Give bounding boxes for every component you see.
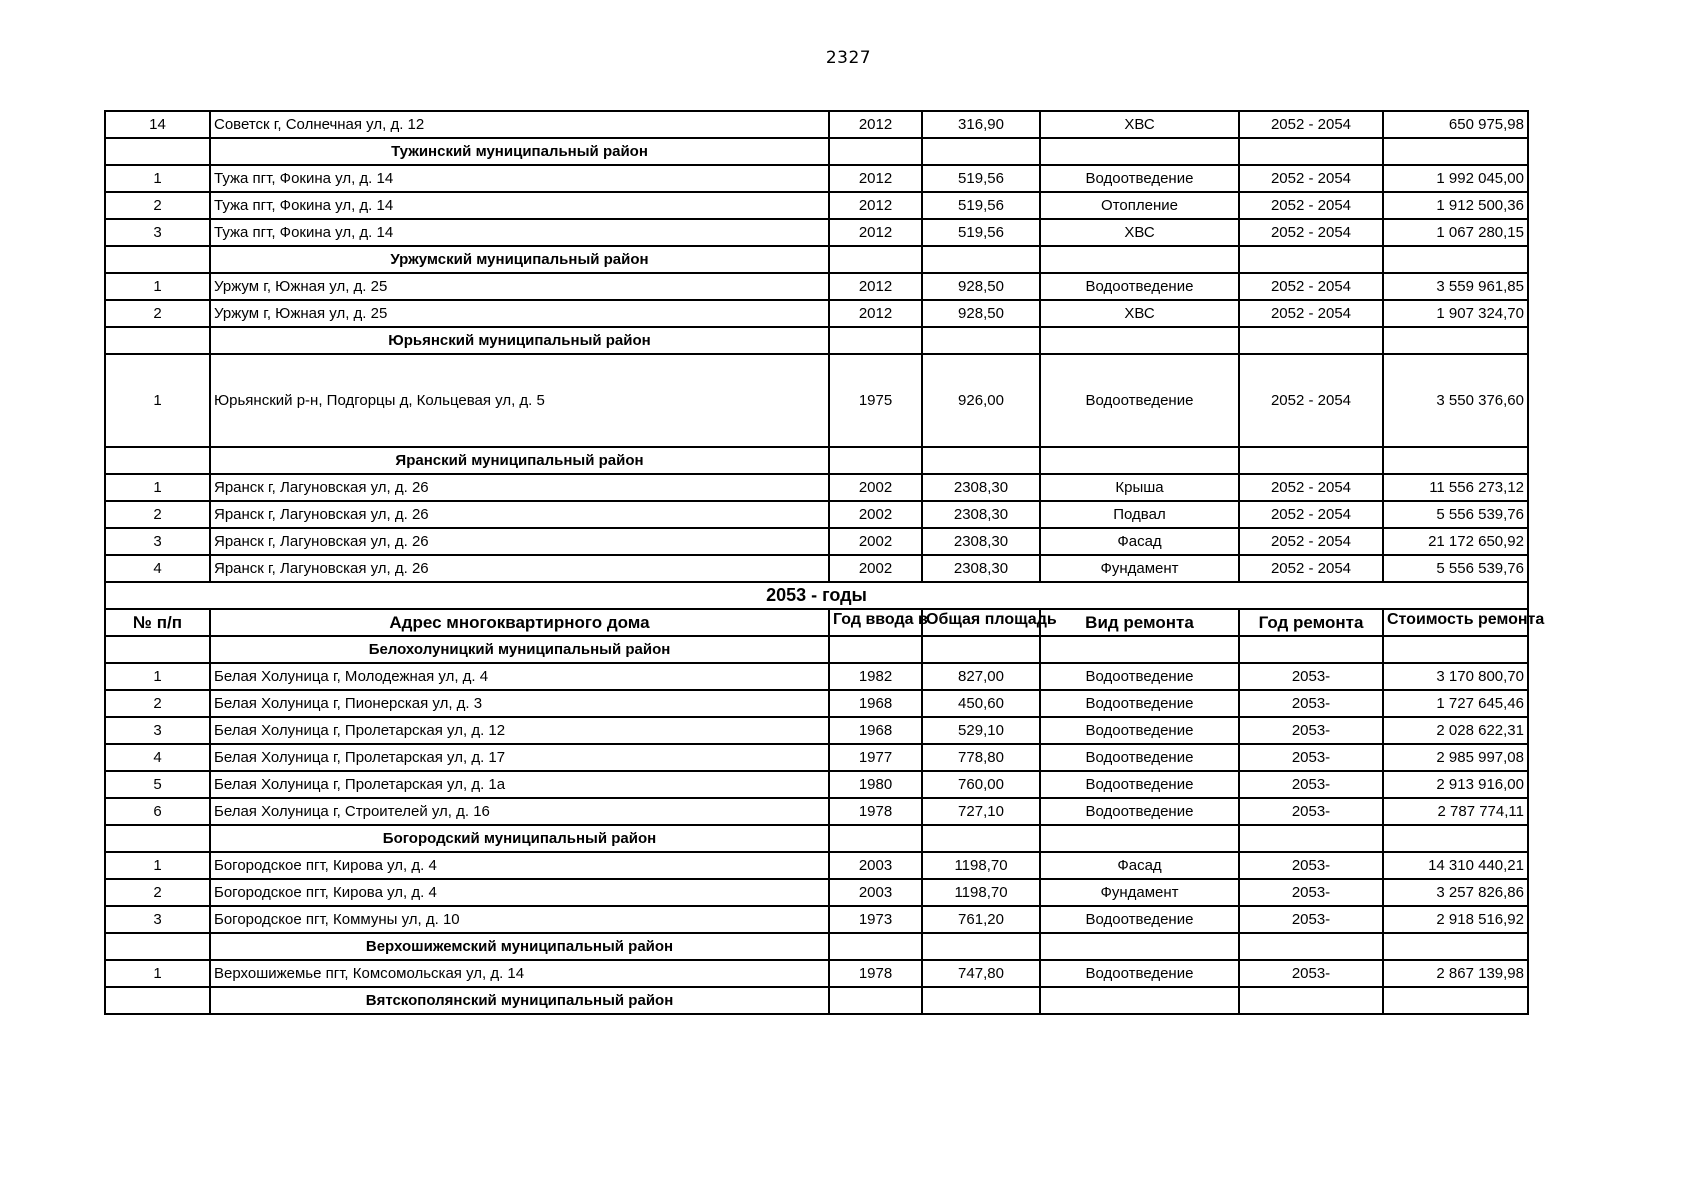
row-number: 2	[105, 192, 210, 219]
empty-cell	[1239, 636, 1383, 663]
cost-cell: 21 172 650,92	[1383, 528, 1528, 555]
repair-period-cell: 2053-	[1239, 960, 1383, 987]
cost-cell: 3 170 800,70	[1383, 663, 1528, 690]
repair-period-cell: 2052 - 2054	[1239, 273, 1383, 300]
empty-cell	[1239, 447, 1383, 474]
address-cell: Тужа пгт, Фокина ул, д. 14	[210, 219, 829, 246]
area-cell: 827,00	[922, 663, 1040, 690]
repair-type-cell: Фасад	[1040, 528, 1239, 555]
year-built-cell: 2002	[829, 474, 922, 501]
page-number: 2327	[825, 48, 872, 68]
row-number: 4	[105, 555, 210, 582]
district-name: Богородский муниципальный район	[210, 825, 829, 852]
year-built-cell: 2012	[829, 219, 922, 246]
year-built-cell: 1977	[829, 744, 922, 771]
repair-period-cell: 2053-	[1239, 852, 1383, 879]
repair-period-cell: 2052 - 2054	[1239, 474, 1383, 501]
district-name: Верхошижемский муниципальный район	[210, 933, 829, 960]
table-row	[105, 744, 1528, 771]
area-cell: 2308,30	[922, 501, 1040, 528]
district-row	[105, 825, 1528, 852]
empty-cell	[1383, 327, 1528, 354]
year-built-cell: 1982	[829, 663, 922, 690]
district-name: Вятскополянский муниципальный район	[210, 987, 829, 1014]
header-repair-year: Год ремонта	[1239, 609, 1383, 636]
repair-type-cell: Отопление	[1040, 192, 1239, 219]
empty-cell	[922, 933, 1040, 960]
repair-period-cell: 2053-	[1239, 717, 1383, 744]
repair-type-cell: Фундамент	[1040, 879, 1239, 906]
year-built-cell: 2012	[829, 165, 922, 192]
year-built-cell: 2002	[829, 528, 922, 555]
repair-type-cell: Фасад	[1040, 852, 1239, 879]
address-cell: Белая Холуница г, Пионерская ул, д. 3	[210, 690, 829, 717]
repair-type-cell: ХВС	[1040, 219, 1239, 246]
empty-cell	[922, 138, 1040, 165]
repair-type-cell: Водоотведение	[1040, 273, 1239, 300]
cost-cell: 1 907 324,70	[1383, 300, 1528, 327]
district-row	[105, 987, 1528, 1014]
empty-cell	[1383, 138, 1528, 165]
empty-cell	[922, 987, 1040, 1014]
area-cell: 747,80	[922, 960, 1040, 987]
repair-type-cell: Водоотведение	[1040, 960, 1239, 987]
repair-type-cell: Водоотведение	[1040, 798, 1239, 825]
address-cell: Юрьянский р-н, Подгорцы д, Кольцевая ул, д. 5	[210, 354, 829, 447]
cost-cell: 1 992 045,00	[1383, 165, 1528, 192]
district-name: Уржумский муниципальный район	[210, 246, 829, 273]
area-cell: 926,00	[922, 354, 1040, 447]
repair-period-cell: 2053-	[1239, 690, 1383, 717]
header-area-text: Общая площадь	[926, 611, 1057, 628]
row-number: 5	[105, 771, 210, 798]
district-row	[105, 447, 1528, 474]
area-cell: 778,80	[922, 744, 1040, 771]
empty-cell	[1239, 825, 1383, 852]
cost-cell: 2 028 622,31	[1383, 717, 1528, 744]
repair-type-cell: Фундамент	[1040, 555, 1239, 582]
repair-period-cell: 2052 - 2054	[1239, 501, 1383, 528]
year-built-cell: 1978	[829, 960, 922, 987]
empty-cell	[1383, 987, 1528, 1014]
area-cell: 928,50	[922, 300, 1040, 327]
table-row	[105, 273, 1528, 300]
cost-cell: 5 556 539,76	[1383, 501, 1528, 528]
empty-cell	[1383, 933, 1528, 960]
cost-cell: 2 985 997,08	[1383, 744, 1528, 771]
year-built-cell: 1968	[829, 717, 922, 744]
cost-cell: 3 559 961,85	[1383, 273, 1528, 300]
table-row	[105, 690, 1528, 717]
empty-cell	[1040, 246, 1239, 273]
header-address: Адрес многоквартирного дома	[210, 609, 829, 636]
repair-period-cell: 2052 - 2054	[1239, 192, 1383, 219]
address-cell: Богородское пгт, Коммуны ул, д. 10	[210, 906, 829, 933]
repair-schedule-table	[104, 110, 1545, 1015]
repair-type-cell: Водоотведение	[1040, 744, 1239, 771]
table-row	[105, 474, 1528, 501]
repair-type-cell: Подвал	[1040, 501, 1239, 528]
empty-cell	[105, 138, 210, 165]
empty-cell	[922, 246, 1040, 273]
address-cell: Белая Холуница г, Пролетарская ул, д. 12	[210, 717, 829, 744]
address-cell: Яранск г, Лагуновская ул, д. 26	[210, 474, 829, 501]
address-cell: Яранск г, Лагуновская ул, д. 26	[210, 501, 829, 528]
row-number: 2	[105, 879, 210, 906]
section-title: 2053 - годы	[105, 582, 1528, 609]
table-row	[105, 219, 1528, 246]
empty-cell	[922, 447, 1040, 474]
address-cell: Советск г, Солнечная ул, д. 12	[210, 111, 829, 138]
district-name: Юрьянский муниципальный район	[210, 327, 829, 354]
header-year-built	[829, 609, 928, 636]
empty-cell	[829, 246, 922, 273]
repair-period-cell: 2053-	[1239, 879, 1383, 906]
repair-type-cell: Крыша	[1040, 474, 1239, 501]
district-name: Тужинский муниципальный район	[210, 138, 829, 165]
year-built-cell: 2003	[829, 879, 922, 906]
row-number: 1	[105, 474, 210, 501]
table-row	[105, 555, 1528, 582]
header-cost	[1383, 609, 1545, 636]
cost-cell: 3 550 376,60	[1383, 354, 1528, 447]
area-cell: 760,00	[922, 771, 1040, 798]
address-cell: Уржум г, Южная ул, д. 25	[210, 273, 829, 300]
year-built-cell: 2003	[829, 852, 922, 879]
address-cell: Белая Холуница г, Пролетарская ул, д. 17	[210, 744, 829, 771]
address-cell: Яранск г, Лагуновская ул, д. 26	[210, 555, 829, 582]
area-cell: 1198,70	[922, 852, 1040, 879]
cost-cell: 650 975,98	[1383, 111, 1528, 138]
empty-cell	[1040, 138, 1239, 165]
year-built-cell: 1975	[829, 354, 922, 447]
year-built-cell: 1973	[829, 906, 922, 933]
empty-cell	[829, 447, 922, 474]
empty-cell	[1239, 933, 1383, 960]
row-number: 14	[105, 111, 210, 138]
year-built-cell: 2012	[829, 300, 922, 327]
repair-period-cell: 2053-	[1239, 798, 1383, 825]
area-cell: 529,10	[922, 717, 1040, 744]
repair-period-cell: 2052 - 2054	[1239, 354, 1383, 447]
address-cell: Тужа пгт, Фокина ул, д. 14	[210, 165, 829, 192]
empty-cell	[1239, 327, 1383, 354]
row-number: 1	[105, 273, 210, 300]
address-cell: Яранск г, Лагуновская ул, д. 26	[210, 528, 829, 555]
table-row	[105, 192, 1528, 219]
district-row	[105, 327, 1528, 354]
empty-cell	[829, 825, 922, 852]
repair-type-cell: Водоотведение	[1040, 771, 1239, 798]
area-cell: 761,20	[922, 906, 1040, 933]
year-built-cell: 2002	[829, 501, 922, 528]
district-row	[105, 933, 1528, 960]
repair-type-cell: Водоотведение	[1040, 663, 1239, 690]
year-built-cell: 1978	[829, 798, 922, 825]
repair-type-cell: Водоотведение	[1040, 165, 1239, 192]
header-num: № п/п	[105, 609, 210, 636]
empty-cell	[1040, 327, 1239, 354]
year-built-cell: 1968	[829, 690, 922, 717]
row-number: 1	[105, 663, 210, 690]
empty-cell	[1383, 636, 1528, 663]
repair-period-cell: 2052 - 2054	[1239, 219, 1383, 246]
header-repair-type: Вид ремонта	[1040, 609, 1239, 636]
empty-cell	[105, 327, 210, 354]
repair-type-cell: ХВС	[1040, 111, 1239, 138]
repair-period-cell: 2052 - 2054	[1239, 165, 1383, 192]
header-row	[105, 609, 1528, 636]
cost-cell: 14 310 440,21	[1383, 852, 1528, 879]
table-row	[105, 663, 1528, 690]
repair-period-cell: 2052 - 2054	[1239, 300, 1383, 327]
row-number: 3	[105, 219, 210, 246]
repair-period-cell: 2053-	[1239, 744, 1383, 771]
empty-cell	[1040, 825, 1239, 852]
empty-cell	[922, 825, 1040, 852]
district-name: Яранский муниципальный район	[210, 447, 829, 474]
address-cell: Богородское пгт, Кирова ул, д. 4	[210, 852, 829, 879]
cost-cell: 1 912 500,36	[1383, 192, 1528, 219]
table-row	[105, 111, 1528, 138]
table-row	[105, 501, 1528, 528]
row-number: 3	[105, 528, 210, 555]
repair-type-cell: Водоотведение	[1040, 354, 1239, 447]
table-row	[105, 717, 1528, 744]
year-built-cell: 1980	[829, 771, 922, 798]
header-year-built-text: Год ввода в	[833, 611, 928, 628]
table-row	[105, 879, 1528, 906]
cost-cell: 2 787 774,11	[1383, 798, 1528, 825]
empty-cell	[1040, 447, 1239, 474]
empty-cell	[1239, 246, 1383, 273]
table-row	[105, 852, 1528, 879]
address-cell: Тужа пгт, Фокина ул, д. 14	[210, 192, 829, 219]
table-row	[105, 354, 1528, 447]
repair-period-cell: 2053-	[1239, 906, 1383, 933]
header-area	[922, 609, 1057, 636]
cost-cell: 2 918 516,92	[1383, 906, 1528, 933]
cost-cell: 11 556 273,12	[1383, 474, 1528, 501]
repair-type-cell: Водоотведение	[1040, 906, 1239, 933]
year-built-cell: 2012	[829, 111, 922, 138]
row-number: 2	[105, 690, 210, 717]
table-row	[105, 165, 1528, 192]
year-built-cell: 2012	[829, 273, 922, 300]
empty-cell	[829, 327, 922, 354]
table-row	[105, 906, 1528, 933]
cost-cell: 5 556 539,76	[1383, 555, 1528, 582]
address-cell: Белая Холуница г, Пролетарская ул, д. 1а	[210, 771, 829, 798]
repair-type-cell: Водоотведение	[1040, 717, 1239, 744]
section-row	[105, 582, 1528, 609]
table-row	[105, 300, 1528, 327]
district-row	[105, 636, 1528, 663]
cost-cell: 1 727 645,46	[1383, 690, 1528, 717]
table-row	[105, 960, 1528, 987]
address-cell: Богородское пгт, Кирова ул, д. 4	[210, 879, 829, 906]
area-cell: 316,90	[922, 111, 1040, 138]
row-number: 1	[105, 165, 210, 192]
area-cell: 1198,70	[922, 879, 1040, 906]
empty-cell	[105, 825, 210, 852]
row-number: 1	[105, 960, 210, 987]
district-row	[105, 138, 1528, 165]
row-number: 3	[105, 906, 210, 933]
area-cell: 727,10	[922, 798, 1040, 825]
address-cell: Белая Холуница г, Молодежная ул, д. 4	[210, 663, 829, 690]
empty-cell	[105, 447, 210, 474]
cost-cell: 2 913 916,00	[1383, 771, 1528, 798]
row-number: 1	[105, 852, 210, 879]
empty-cell	[829, 636, 922, 663]
area-cell: 519,56	[922, 165, 1040, 192]
empty-cell	[105, 987, 210, 1014]
row-number: 1	[105, 354, 210, 447]
cost-cell: 3 257 826,86	[1383, 879, 1528, 906]
repair-period-cell: 2053-	[1239, 771, 1383, 798]
empty-cell	[1383, 825, 1528, 852]
header-cost-text: Стоимость ремонта	[1387, 611, 1545, 628]
year-built-cell: 2002	[829, 555, 922, 582]
empty-cell	[105, 933, 210, 960]
empty-cell	[922, 327, 1040, 354]
repair-period-cell: 2052 - 2054	[1239, 528, 1383, 555]
empty-cell	[105, 636, 210, 663]
empty-cell	[829, 987, 922, 1014]
area-cell: 450,60	[922, 690, 1040, 717]
repair-type-cell: Водоотведение	[1040, 690, 1239, 717]
cost-cell: 2 867 139,98	[1383, 960, 1528, 987]
area-cell: 519,56	[922, 192, 1040, 219]
district-name: Белохолуницкий муниципальный район	[210, 636, 829, 663]
empty-cell	[1383, 246, 1528, 273]
empty-cell	[829, 933, 922, 960]
table-row	[105, 798, 1528, 825]
row-number: 2	[105, 501, 210, 528]
area-cell: 2308,30	[922, 555, 1040, 582]
empty-cell	[829, 138, 922, 165]
year-built-cell: 2012	[829, 192, 922, 219]
repair-period-cell: 2052 - 2054	[1239, 111, 1383, 138]
empty-cell	[1239, 987, 1383, 1014]
area-cell: 928,50	[922, 273, 1040, 300]
repair-period-cell: 2052 - 2054	[1239, 555, 1383, 582]
row-number: 2	[105, 300, 210, 327]
area-cell: 2308,30	[922, 474, 1040, 501]
row-number: 3	[105, 717, 210, 744]
empty-cell	[1239, 138, 1383, 165]
district-row	[105, 246, 1528, 273]
row-number: 6	[105, 798, 210, 825]
empty-cell	[1040, 933, 1239, 960]
repair-type-cell: ХВС	[1040, 300, 1239, 327]
table-row	[105, 528, 1528, 555]
area-cell: 2308,30	[922, 528, 1040, 555]
cost-cell: 1 067 280,15	[1383, 219, 1528, 246]
empty-cell	[922, 636, 1040, 663]
area-cell: 519,56	[922, 219, 1040, 246]
empty-cell	[1040, 987, 1239, 1014]
address-cell: Верхошижемье пгт, Комсомольская ул, д. 14	[210, 960, 829, 987]
row-number: 4	[105, 744, 210, 771]
empty-cell	[1040, 636, 1239, 663]
address-cell: Белая Холуница г, Строителей ул, д. 16	[210, 798, 829, 825]
empty-cell	[1383, 447, 1528, 474]
empty-cell	[105, 246, 210, 273]
table-row	[105, 771, 1528, 798]
repair-period-cell: 2053-	[1239, 663, 1383, 690]
address-cell: Уржум г, Южная ул, д. 25	[210, 300, 829, 327]
